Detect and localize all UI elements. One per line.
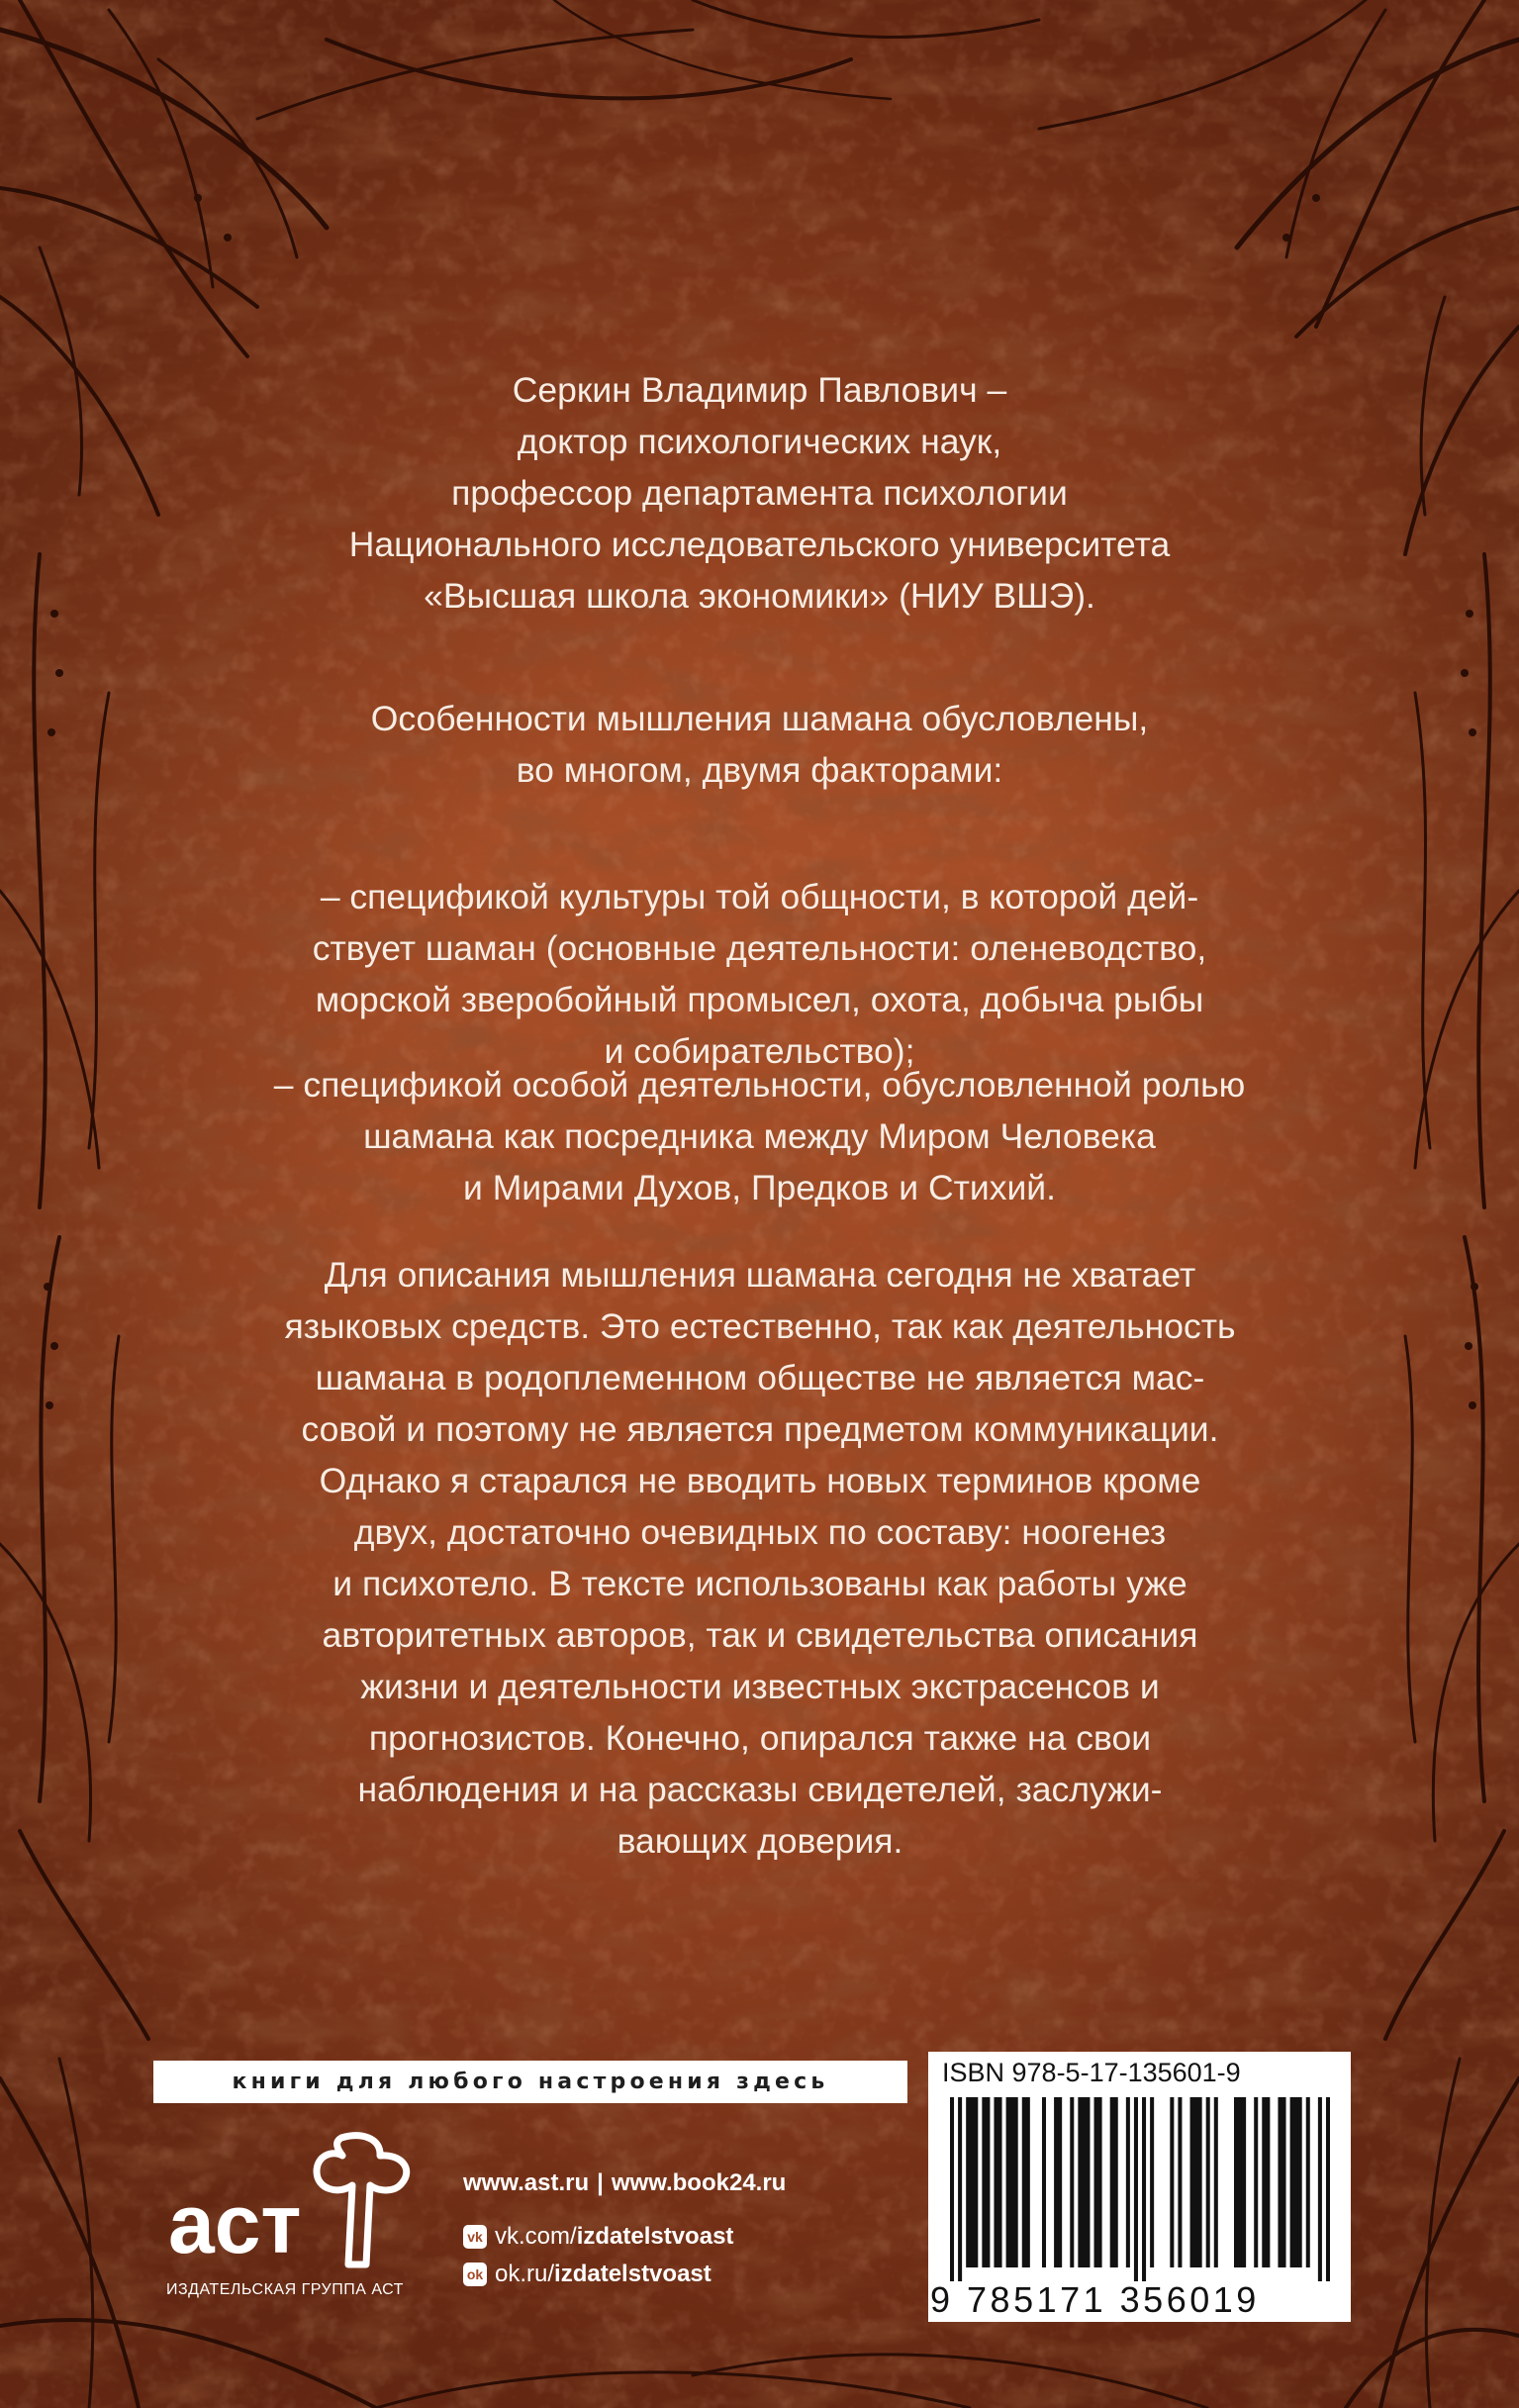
ok-link[interactable]: [463, 2261, 712, 2288]
barcode-bar: [1110, 2097, 1118, 2267]
barcode-bar: [1078, 2097, 1090, 2267]
barcode-bar: [1170, 2097, 1174, 2267]
website-links: [463, 2169, 786, 2197]
barcode-bar: [1006, 2097, 1018, 2267]
publisher-caption: ИЗДАТЕЛЬСКАЯ ГРУППА АСТ: [166, 2281, 404, 2298]
author-bio-line: доктор психологических наук,: [517, 422, 1002, 461]
barcode-bar: [966, 2097, 978, 2267]
barcode-bar: [1254, 2097, 1258, 2267]
barcode-bar: [982, 2097, 990, 2267]
barcode-bar: [1054, 2097, 1062, 2267]
paragraph-line: жизни и деятельности известных экстрасенсов и: [360, 1667, 1160, 1706]
barcode-bar: [1306, 2097, 1310, 2267]
barcode-bar: [1214, 2097, 1218, 2267]
barcode-bar: [1234, 2097, 1246, 2267]
ok-icon: ok: [463, 2263, 487, 2286]
paragraph-line: и психотело. В тексте использованы как работы уже: [332, 1564, 1187, 1603]
barcode-bar: [1094, 2097, 1102, 2267]
paragraph-line: совой и поэтому не является предметом коммуникации.: [301, 1409, 1219, 1449]
vk-prefix: vk.com/: [495, 2223, 577, 2250]
vk-handle: izdatelstvoast: [576, 2223, 734, 2250]
barcode-bar: [1178, 2097, 1182, 2267]
ok-handle: izdatelstvoast: [554, 2261, 712, 2287]
barcode-bar: [1022, 2097, 1030, 2267]
ast-logo-icon: [168, 2126, 445, 2274]
logo-text: аст: [168, 2177, 302, 2270]
paragraph-line: Однако я старался не вводить новых терминов кроме: [319, 1461, 1201, 1500]
isbn-label: ISBN 978-5-17-135601-9: [942, 2058, 1241, 2087]
paragraph-line: Для описания мышления шамана сегодня не хватает: [324, 1255, 1196, 1295]
isbn-barcode-box: [928, 2052, 1351, 2322]
publisher-logo: [168, 2126, 445, 2274]
website-link-ast[interactable]: www.ast.ru: [463, 2169, 590, 2196]
factor-1-line: и собирательство);: [604, 1031, 915, 1071]
website-link-book24[interactable]: www.book24.ru: [611, 2169, 787, 2196]
paragraph-line: вающих доверия.: [617, 1821, 903, 1861]
factor-1-line: – спецификой культуры той общности, в которой дей-: [320, 877, 1199, 916]
barcode-bar: [958, 2097, 962, 2281]
factor-2: [168, 1059, 1351, 1213]
author-bio: [168, 364, 1351, 622]
intro-line: во многом, двумя факторами:: [516, 750, 1003, 790]
vk-icon: vk: [463, 2225, 487, 2249]
author-bio-line: «Высшая школа экономики» (НИУ ВШЭ).: [424, 576, 1095, 616]
barcode-bar: [1326, 2097, 1330, 2281]
paragraph-line: шамана в родоплеменном обществе не является мас-: [315, 1358, 1205, 1397]
barcode-bar: [1042, 2097, 1046, 2267]
author-bio-line: Серкин Владимир Павлович –: [512, 370, 1007, 410]
barcode-bar: [1318, 2097, 1322, 2281]
intro-text: [168, 693, 1351, 796]
paragraph-line: языковых средств. Это естественно, так как деятельность: [284, 1306, 1236, 1346]
factor-2-line: – спецификой особой деятельности, обусловленной ролью: [273, 1065, 1246, 1105]
barcode-bar: [1070, 2097, 1074, 2267]
factor-1: [168, 871, 1351, 1077]
factor-2-line: и Мирами Духов, Предков и Стихий.: [463, 1168, 1056, 1207]
author-bio-line: Национального исследовательского университета: [348, 525, 1171, 564]
paragraph-line: двух, достаточно очевидных по составу: ноогенез: [353, 1512, 1167, 1552]
barcode-bar: [1278, 2097, 1285, 2267]
barcode-digits: 9 785171 356019: [930, 2279, 1260, 2320]
barcode-bar: [1134, 2097, 1138, 2281]
paragraph-line: авторитетных авторов, так и свидетельства описания: [322, 1615, 1198, 1655]
barcode-bar: [1150, 2097, 1154, 2267]
ok-prefix: ok.ru/: [495, 2261, 555, 2287]
factor-1-line: ствует шаман (основные деятельности: оленеводство,: [312, 928, 1207, 968]
paragraph-line: наблюдения и на рассказы свидетелей, заслужи-: [357, 1770, 1163, 1809]
barcode-bar: [1126, 2097, 1130, 2267]
barcode-bar: [1206, 2097, 1210, 2267]
barcode-bar: [994, 2097, 1001, 2267]
intro-line: Особенности мышления шамана обусловлены,: [370, 699, 1149, 738]
factor-2-line: шамана как посредника между Миром Человека: [363, 1116, 1156, 1156]
barcode-bar: [1190, 2097, 1202, 2267]
vk-link[interactable]: [463, 2223, 733, 2251]
slogan-bar: книги для любого настроения здесь: [153, 2061, 907, 2103]
barcode-icon: [950, 2097, 1330, 2281]
factor-1-line: морской зверобойный промысел, охота, добыча рыбы: [315, 980, 1204, 1019]
description-paragraph: [156, 1249, 1364, 1867]
author-bio-line: профессор департамента психологии: [451, 473, 1068, 513]
barcode-bar: [1142, 2097, 1146, 2281]
paragraph-line: прогнозистов. Конечно, опирался также на свои: [368, 1718, 1152, 1758]
barcode-bar: [1290, 2097, 1302, 2267]
barcode-bar: [1262, 2097, 1270, 2267]
link-separator: |: [597, 2169, 604, 2196]
barcode-bar: [950, 2097, 954, 2281]
